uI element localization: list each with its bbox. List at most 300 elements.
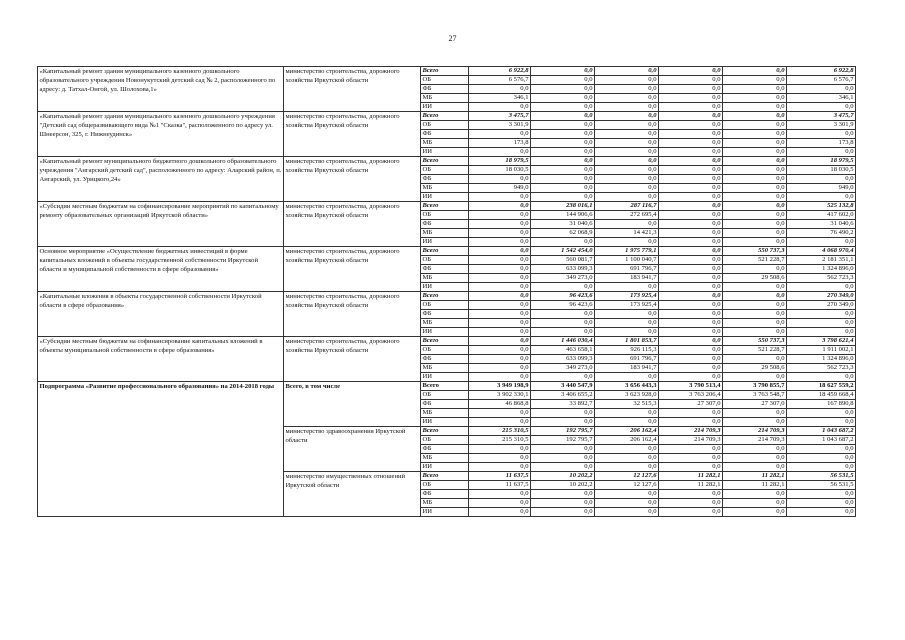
year-amount: 0,0 <box>659 211 723 220</box>
year-amount: 0,0 <box>469 202 531 211</box>
year-amount: 0,0 <box>531 409 595 418</box>
total-amount: 949,0 <box>787 184 856 193</box>
total-amount: 0,0 <box>787 193 856 202</box>
year-amount: 550 737,3 <box>723 247 787 256</box>
funding-source: ИИ <box>421 508 469 517</box>
year-amount: 0,0 <box>469 175 531 184</box>
year-amount: 0,0 <box>469 337 531 346</box>
year-amount: 29 508,6 <box>723 364 787 373</box>
funding-source: ИИ <box>421 103 469 112</box>
year-amount: 0,0 <box>595 85 659 94</box>
year-amount: 0,0 <box>659 445 723 454</box>
funding-source: Всего <box>421 292 469 301</box>
year-amount: 0,0 <box>659 283 723 292</box>
year-amount: 0,0 <box>531 157 595 166</box>
year-amount: 0,0 <box>659 202 723 211</box>
year-amount: 349 273,0 <box>531 364 595 373</box>
total-amount: 56 531,5 <box>787 481 856 490</box>
year-amount: 27 307,0 <box>723 400 787 409</box>
year-amount: 0,0 <box>469 265 531 274</box>
year-amount: 0,0 <box>723 283 787 292</box>
year-amount: 0,0 <box>659 274 723 283</box>
year-amount: 3 790 513,4 <box>659 382 723 391</box>
executor-name: министерство здравоохранения Иркутской области <box>284 427 421 472</box>
funding-source: ОБ <box>421 301 469 310</box>
year-amount: 0,0 <box>595 121 659 130</box>
year-amount: 3 763 548,7 <box>723 391 787 400</box>
year-amount: 0,0 <box>595 454 659 463</box>
year-amount: 0,0 <box>469 508 531 517</box>
year-amount: 10 202,2 <box>531 481 595 490</box>
total-amount: 0,0 <box>787 409 856 418</box>
year-amount: 3 475,7 <box>469 112 531 121</box>
funding-source: Всего <box>421 382 469 391</box>
year-amount: 238 016,1 <box>531 202 595 211</box>
total-amount: 56 531,5 <box>787 472 856 481</box>
year-amount: 0,0 <box>659 418 723 427</box>
table-row <box>38 337 856 346</box>
year-amount: 560 081,7 <box>531 256 595 265</box>
total-amount: 1 324 896,0 <box>787 355 856 364</box>
year-amount: 18 030,5 <box>469 166 531 175</box>
executor-name: министерство строительства, дорожного хозяйства Иркутской области <box>284 67 421 112</box>
total-amount: 3 475,7 <box>787 112 856 121</box>
year-amount: 0,0 <box>531 85 595 94</box>
year-amount: 1 542 454,0 <box>531 247 595 256</box>
year-amount: 0,0 <box>659 247 723 256</box>
year-amount: 0,0 <box>659 220 723 229</box>
year-amount: 0,0 <box>469 85 531 94</box>
year-amount: 691 796,7 <box>595 265 659 274</box>
year-amount: 1 100 040,7 <box>595 256 659 265</box>
year-amount: 29 508,6 <box>723 274 787 283</box>
year-amount: 0,0 <box>531 328 595 337</box>
funding-source: ИИ <box>421 328 469 337</box>
year-amount: 691 796,7 <box>595 355 659 364</box>
year-amount: 0,0 <box>723 445 787 454</box>
year-amount: 0,0 <box>659 256 723 265</box>
year-amount: 0,0 <box>469 319 531 328</box>
year-amount: 0,0 <box>723 166 787 175</box>
table-row <box>38 112 856 121</box>
year-amount: 0,0 <box>531 310 595 319</box>
page-number: 27 <box>448 34 457 43</box>
year-amount: 0,0 <box>531 319 595 328</box>
year-amount: 0,0 <box>531 94 595 103</box>
year-amount: 192 795,7 <box>531 436 595 445</box>
table-row <box>38 382 856 391</box>
year-amount: 0,0 <box>723 310 787 319</box>
funding-source: ФБ <box>421 445 469 454</box>
year-amount: 46 868,8 <box>469 400 531 409</box>
year-amount: 62 068,9 <box>531 229 595 238</box>
year-amount: 173 925,4 <box>595 301 659 310</box>
year-amount: 0,0 <box>469 418 531 427</box>
year-amount: 0,0 <box>595 319 659 328</box>
year-amount: 0,0 <box>469 238 531 247</box>
table-row <box>38 67 856 76</box>
funding-source: Всего <box>421 157 469 166</box>
year-amount: 0,0 <box>659 238 723 247</box>
total-amount: 18 030,5 <box>787 166 856 175</box>
total-amount: 0,0 <box>787 148 856 157</box>
year-amount: 0,0 <box>723 157 787 166</box>
year-amount: 1 975 779,1 <box>595 247 659 256</box>
year-amount: 0,0 <box>595 76 659 85</box>
funding-source: ОБ <box>421 346 469 355</box>
table-row <box>38 202 856 211</box>
year-amount: 0,0 <box>723 229 787 238</box>
year-amount: 0,0 <box>531 166 595 175</box>
measure-description: Основное мероприятие «Осуществление бюджетных инвестиций в форме капитальных вложений в объекты государственной собственности Иркутской области и муниципальной собственности в сфере образования» <box>38 247 284 292</box>
measure-description: «Капитальные вложения в объекты государственной собственности Иркутской области в сфере образования» <box>38 292 284 337</box>
funding-source: ФБ <box>421 400 469 409</box>
funding-source: ИИ <box>421 463 469 472</box>
year-amount: 0,0 <box>723 85 787 94</box>
year-amount: 0,0 <box>723 292 787 301</box>
year-amount: 18 979,5 <box>469 157 531 166</box>
total-amount: 0,0 <box>787 418 856 427</box>
year-amount: 0,0 <box>723 319 787 328</box>
year-amount: 0,0 <box>659 364 723 373</box>
funding-source: ОБ <box>421 256 469 265</box>
total-amount: 562 723,3 <box>787 364 856 373</box>
year-amount: 0,0 <box>659 229 723 238</box>
year-amount: 0,0 <box>723 355 787 364</box>
year-amount: 0,0 <box>531 139 595 148</box>
year-amount: 0,0 <box>659 175 723 184</box>
year-amount: 0,0 <box>659 94 723 103</box>
funding-source: ОБ <box>421 76 469 85</box>
year-amount: 32 515,3 <box>595 400 659 409</box>
year-amount: 11 637,5 <box>469 472 531 481</box>
year-amount: 0,0 <box>659 463 723 472</box>
year-amount: 0,0 <box>595 67 659 76</box>
year-amount: 0,0 <box>469 256 531 265</box>
year-amount: 0,0 <box>469 130 531 139</box>
total-amount: 0,0 <box>787 238 856 247</box>
year-amount: 215 310,5 <box>469 436 531 445</box>
year-amount: 0,0 <box>469 148 531 157</box>
year-amount: 521 228,7 <box>723 346 787 355</box>
year-amount: 0,0 <box>469 301 531 310</box>
year-amount: 0,0 <box>469 499 531 508</box>
total-amount: 525 132,8 <box>787 202 856 211</box>
year-amount: 214 709,3 <box>659 427 723 436</box>
measure-description: «Субсидии местным бюджетам на софинансирование мероприятий по капитальному ремонту образовательных организаций Иркутской области» <box>38 202 284 247</box>
year-amount: 3 763 206,4 <box>659 391 723 400</box>
total-amount: 3 301,9 <box>787 121 856 130</box>
funding-source: ФБ <box>421 355 469 364</box>
funding-source: МБ <box>421 499 469 508</box>
funding-source: МБ <box>421 139 469 148</box>
year-amount: 183 941,7 <box>595 364 659 373</box>
year-amount: 0,0 <box>469 346 531 355</box>
year-amount: 0,0 <box>531 418 595 427</box>
year-amount: 214 709,3 <box>659 436 723 445</box>
year-amount: 206 162,4 <box>595 436 659 445</box>
year-amount: 0,0 <box>723 148 787 157</box>
year-amount: 0,0 <box>659 148 723 157</box>
funding-source: Всего <box>421 472 469 481</box>
year-amount: 0,0 <box>531 463 595 472</box>
year-amount: 0,0 <box>659 355 723 364</box>
year-amount: 0,0 <box>659 193 723 202</box>
year-amount: 0,0 <box>531 67 595 76</box>
table-row <box>38 157 856 166</box>
table-row <box>38 292 856 301</box>
total-amount: 0,0 <box>787 175 856 184</box>
year-amount: 3 440 547,9 <box>531 382 595 391</box>
year-amount: 0,0 <box>469 409 531 418</box>
total-amount: 18 627 559,2 <box>787 382 856 391</box>
year-amount: 0,0 <box>659 319 723 328</box>
year-amount: 633 099,3 <box>531 355 595 364</box>
funding-source: МБ <box>421 364 469 373</box>
table-row <box>38 247 856 256</box>
year-amount: 0,0 <box>531 373 595 382</box>
year-amount: 0,0 <box>659 499 723 508</box>
year-amount: 0,0 <box>723 328 787 337</box>
total-amount: 0,0 <box>787 310 856 319</box>
executor-name: министерство строительства, дорожного хозяйства Иркутской области <box>284 202 421 247</box>
year-amount: 0,0 <box>723 463 787 472</box>
funding-source: ОБ <box>421 121 469 130</box>
year-amount: 3 790 855,7 <box>723 382 787 391</box>
year-amount: 0,0 <box>531 175 595 184</box>
year-amount: 949,0 <box>469 184 531 193</box>
year-amount: 0,0 <box>595 409 659 418</box>
total-amount: 1 911 002,1 <box>787 346 856 355</box>
year-amount: 6 576,7 <box>469 76 531 85</box>
year-amount: 1 801 853,7 <box>595 337 659 346</box>
total-amount: 18 979,5 <box>787 157 856 166</box>
year-amount: 11 282,1 <box>723 472 787 481</box>
year-amount: 0,0 <box>469 193 531 202</box>
year-amount: 0,0 <box>723 301 787 310</box>
funding-source: МБ <box>421 409 469 418</box>
measure-description: «Субсидии местным бюджетам на софинансирование капитальных вложений в объекты муниципальной собственности в сфере образования» <box>38 337 284 382</box>
year-amount: 33 892,7 <box>531 400 595 409</box>
funding-source: ИИ <box>421 283 469 292</box>
budget-table <box>37 66 856 517</box>
year-amount: 0,0 <box>723 175 787 184</box>
total-amount: 417 602,0 <box>787 211 856 220</box>
total-amount: 562 723,3 <box>787 274 856 283</box>
year-amount: 3 623 928,0 <box>595 391 659 400</box>
year-amount: 3 656 443,3 <box>595 382 659 391</box>
year-amount: 27 307,0 <box>659 400 723 409</box>
funding-source: ФБ <box>421 220 469 229</box>
year-amount: 0,0 <box>469 328 531 337</box>
year-amount: 0,0 <box>531 454 595 463</box>
funding-source: ФБ <box>421 490 469 499</box>
funding-source: Всего <box>421 247 469 256</box>
total-amount: 6 922,8 <box>787 67 856 76</box>
year-amount: 0,0 <box>659 139 723 148</box>
total-amount: 346,1 <box>787 94 856 103</box>
year-amount: 0,0 <box>595 94 659 103</box>
year-amount: 0,0 <box>469 283 531 292</box>
funding-source: Всего <box>421 67 469 76</box>
year-amount: 0,0 <box>469 355 531 364</box>
year-amount: 0,0 <box>723 409 787 418</box>
year-amount: 96 423,6 <box>531 301 595 310</box>
total-amount: 1 043 687,2 <box>787 436 856 445</box>
executor-name: министерство строительства, дорожного хозяйства Иркутской области <box>284 337 421 382</box>
year-amount: 0,0 <box>723 193 787 202</box>
year-amount: 0,0 <box>723 238 787 247</box>
year-amount: 0,0 <box>723 508 787 517</box>
year-amount: 0,0 <box>723 418 787 427</box>
year-amount: 0,0 <box>595 112 659 121</box>
year-amount: 0,0 <box>531 184 595 193</box>
year-amount: 0,0 <box>659 346 723 355</box>
executor-name: министерство строительства, дорожного хозяйства Иркутской области <box>284 247 421 292</box>
total-amount: 0,0 <box>787 499 856 508</box>
year-amount: 0,0 <box>469 292 531 301</box>
funding-source: ИИ <box>421 418 469 427</box>
year-amount: 550 737,3 <box>723 337 787 346</box>
total-amount: 1 043 687,2 <box>787 427 856 436</box>
year-amount: 214 709,3 <box>723 427 787 436</box>
year-amount: 0,0 <box>723 211 787 220</box>
year-amount: 0,0 <box>469 220 531 229</box>
year-amount: 0,0 <box>659 337 723 346</box>
funding-source: МБ <box>421 454 469 463</box>
year-amount: 0,0 <box>723 184 787 193</box>
total-amount: 0,0 <box>787 373 856 382</box>
year-amount: 0,0 <box>723 130 787 139</box>
total-amount: 0,0 <box>787 463 856 472</box>
funding-source: ФБ <box>421 85 469 94</box>
year-amount: 0,0 <box>595 499 659 508</box>
total-amount: 0,0 <box>787 130 856 139</box>
funding-source: ФБ <box>421 310 469 319</box>
year-amount: 0,0 <box>595 238 659 247</box>
year-amount: 214 709,3 <box>723 436 787 445</box>
year-amount: 0,0 <box>595 103 659 112</box>
year-amount: 12 127,6 <box>595 481 659 490</box>
year-amount: 11 282,1 <box>659 481 723 490</box>
year-amount: 0,0 <box>595 328 659 337</box>
year-amount: 463 658,1 <box>531 346 595 355</box>
year-amount: 0,0 <box>659 508 723 517</box>
year-amount: 3 406 655,2 <box>531 391 595 400</box>
year-amount: 0,0 <box>723 373 787 382</box>
year-amount: 0,0 <box>469 247 531 256</box>
measure-description: «Капитальный ремонт здания муниципального казенного дошкольного учреждения "Детский сад общеразвивающего вида №1 "Сказка", расположенного по адресу ул. Шнеерсон, 325, г. Нижнеудинск» <box>38 112 284 157</box>
year-amount: 1 446 030,4 <box>531 337 595 346</box>
year-amount: 11 282,1 <box>659 472 723 481</box>
year-amount: 0,0 <box>595 418 659 427</box>
year-amount: 144 906,6 <box>531 211 595 220</box>
funding-source: ИИ <box>421 148 469 157</box>
executor-name: Всего, в том числе <box>284 382 421 427</box>
year-amount: 0,0 <box>531 193 595 202</box>
year-amount: 11 637,5 <box>469 481 531 490</box>
year-amount: 0,0 <box>659 310 723 319</box>
year-amount: 0,0 <box>659 454 723 463</box>
funding-source: ФБ <box>421 130 469 139</box>
funding-source: МБ <box>421 184 469 193</box>
measure-description: Подпрограмма «Развитие профессионального образования» на 2014-2018 годы <box>38 382 284 517</box>
executor-name: министерство имущественных отношений Иркутской области <box>284 472 421 517</box>
executor-name: министерство строительства, дорожного хозяйства Иркутской области <box>284 292 421 337</box>
year-amount: 3 902 330,1 <box>469 391 531 400</box>
year-amount: 0,0 <box>531 283 595 292</box>
year-amount: 0,0 <box>595 157 659 166</box>
year-amount: 0,0 <box>659 166 723 175</box>
year-amount: 0,0 <box>531 76 595 85</box>
total-amount: 4 068 970,4 <box>787 247 856 256</box>
total-amount: 270 349,0 <box>787 301 856 310</box>
funding-source: Всего <box>421 427 469 436</box>
year-amount: 206 162,4 <box>595 427 659 436</box>
year-amount: 521 228,7 <box>723 256 787 265</box>
funding-source: Всего <box>421 202 469 211</box>
year-amount: 0,0 <box>595 148 659 157</box>
year-amount: 0,0 <box>595 139 659 148</box>
year-amount: 0,0 <box>469 373 531 382</box>
funding-source: ИИ <box>421 238 469 247</box>
year-amount: 0,0 <box>595 193 659 202</box>
funding-source: ОБ <box>421 481 469 490</box>
total-amount: 0,0 <box>787 283 856 292</box>
year-amount: 926 115,3 <box>595 346 659 355</box>
year-amount: 349 273,0 <box>531 274 595 283</box>
year-amount: 0,0 <box>723 499 787 508</box>
year-amount: 272 695,4 <box>595 211 659 220</box>
total-amount: 0,0 <box>787 103 856 112</box>
year-amount: 0,0 <box>659 85 723 94</box>
total-amount: 2 181 351,1 <box>787 256 856 265</box>
year-amount: 0,0 <box>595 310 659 319</box>
year-amount: 0,0 <box>531 490 595 499</box>
year-amount: 633 099,3 <box>531 265 595 274</box>
year-amount: 0,0 <box>531 112 595 121</box>
year-amount: 192 795,7 <box>531 427 595 436</box>
funding-source: ОБ <box>421 166 469 175</box>
measure-description: «Капитальный ремонт муниципального бюджетного дошкольного образовательного учреждения "Ангарский детский сад", расположенного по адресу: Аларский район, п. Ангарский, ул. Урицкого,24» <box>38 157 284 202</box>
year-amount: 0,0 <box>723 265 787 274</box>
year-amount: 96 423,6 <box>531 292 595 301</box>
total-amount: 76 490,2 <box>787 229 856 238</box>
year-amount: 0,0 <box>723 454 787 463</box>
year-amount: 0,0 <box>659 112 723 121</box>
year-amount: 0,0 <box>723 202 787 211</box>
funding-source: МБ <box>421 94 469 103</box>
year-amount: 0,0 <box>723 121 787 130</box>
year-amount: 0,0 <box>595 220 659 229</box>
total-amount: 173,8 <box>787 139 856 148</box>
total-amount: 270 349,0 <box>787 292 856 301</box>
funding-source: ОБ <box>421 211 469 220</box>
total-amount: 18 459 668,4 <box>787 391 856 400</box>
year-amount: 0,0 <box>595 445 659 454</box>
year-amount: 0,0 <box>659 301 723 310</box>
funding-source: ИИ <box>421 373 469 382</box>
year-amount: 0,0 <box>531 130 595 139</box>
year-amount: 0,0 <box>723 490 787 499</box>
year-amount: 0,0 <box>595 463 659 472</box>
year-amount: 0,0 <box>659 67 723 76</box>
total-amount: 0,0 <box>787 328 856 337</box>
year-amount: 0,0 <box>531 499 595 508</box>
year-amount: 0,0 <box>469 445 531 454</box>
funding-source: ФБ <box>421 175 469 184</box>
funding-source: ИИ <box>421 193 469 202</box>
